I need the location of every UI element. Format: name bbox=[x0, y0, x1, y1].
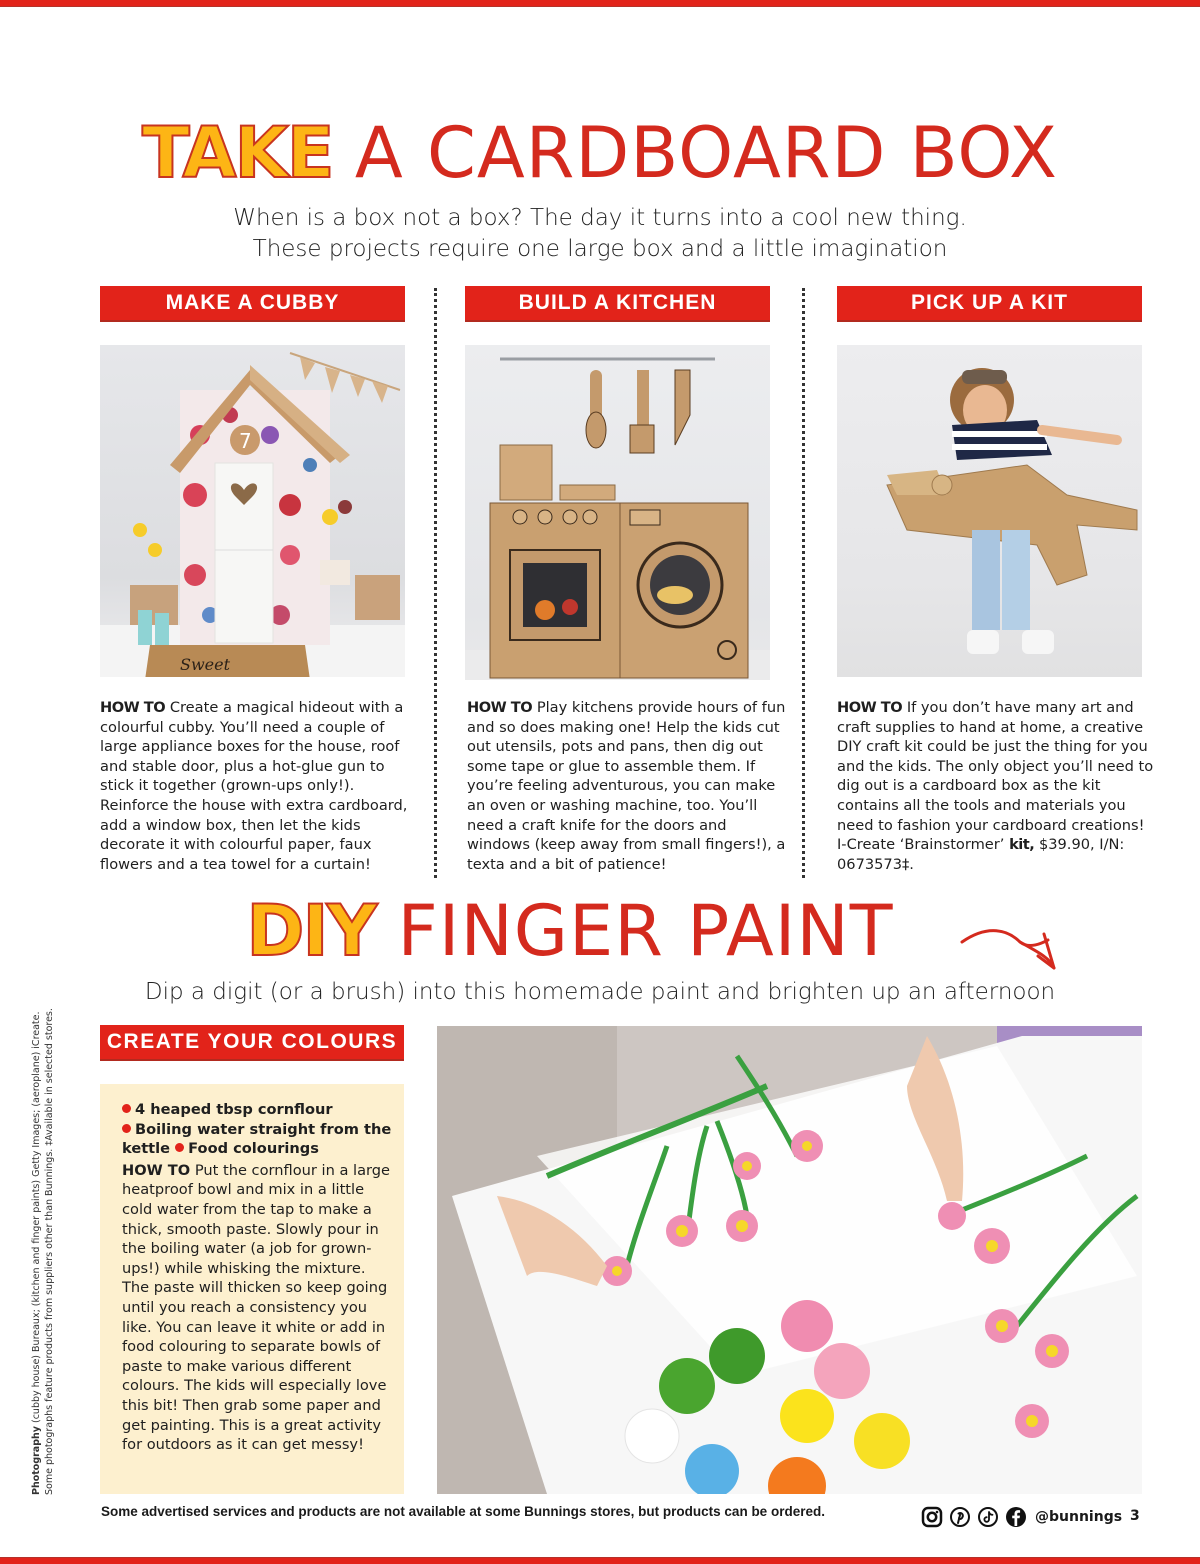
howto-label: HOW TO bbox=[122, 1161, 191, 1179]
howto-label: HOW TO bbox=[467, 699, 533, 716]
intro-line-1: When is a box not a box? The day it turns into a cool new thing. bbox=[233, 205, 967, 231]
recipe-box bbox=[100, 1084, 404, 1494]
title-accent-word: DIY bbox=[246, 890, 376, 972]
finger-painting-photo bbox=[437, 1026, 1142, 1494]
dotted-divider bbox=[802, 288, 805, 878]
intro-line-2: These projects require one large box and a little imagination bbox=[252, 236, 948, 262]
ingredients-list bbox=[122, 1100, 392, 1159]
heading-pick-up-a-kit: PICK UP A KIT bbox=[837, 286, 1142, 322]
heading-make-a-cubby: MAKE A CUBBY bbox=[100, 286, 405, 322]
svg-text:7: 7 bbox=[239, 429, 252, 453]
cardboard-cubby-house-photo bbox=[100, 345, 405, 677]
social-links bbox=[921, 1506, 1122, 1528]
bullet-icon bbox=[175, 1143, 184, 1152]
ingredient-item: 4 heaped tbsp cornflour bbox=[135, 1101, 333, 1118]
instagram-icon[interactable] bbox=[921, 1506, 943, 1528]
howto-body: Put the cornflour in a large heatproof bowl and mix in a little cold water from the tap to make a thick, smooth paste. Slowly pour in the boiling water (a job for grown-ups!) while whisking the mixture. The paste will thicken so keep going until you reach a consistency you like. You can leave it white or add in food colouring to separate bowls of paste to make various different colours. The kids will especially love this bit! Then grab some paper and get painting. This is a great activity for outdoors as it can get messy! bbox=[122, 1161, 391, 1454]
recipe-method bbox=[122, 1161, 392, 1455]
ingredient-item: Boiling water straight from the kettle bbox=[122, 1120, 392, 1158]
title-rest: A CARDBOARD BOX bbox=[354, 112, 1058, 194]
section-intro-finger-paint: Dip a digit (or a brush) into this homemade paint and brighten up an afternoon bbox=[144, 979, 1056, 1005]
bullet-icon bbox=[122, 1104, 131, 1113]
social-handle[interactable]: @bunnings bbox=[1035, 1509, 1123, 1525]
project-description-kitchen bbox=[467, 698, 787, 874]
svg-text:Sweet: Sweet bbox=[180, 655, 231, 674]
bullet-icon bbox=[122, 1124, 131, 1133]
project-description-kit bbox=[837, 698, 1157, 874]
ingredient-item: Food colourings bbox=[188, 1140, 319, 1158]
footer-disclaimer: Some advertised services and products are not available at some Bunnings stores, but products can be ordered. bbox=[101, 1504, 825, 1519]
credit-line-1: (cubby house) Bureaux; (kitchen and finger paints) Getty Images; (aeroplane) iCreate. bbox=[31, 1011, 42, 1427]
child-cardboard-aeroplane-photo bbox=[837, 345, 1142, 677]
page-number: 3 bbox=[1130, 1508, 1140, 1524]
title-rest: FINGER PAINT bbox=[397, 890, 894, 972]
howto-body: If you don’t have many art and craft supplies to hand at home, a creative DIY craft kit could be just the thing for you and the kids. The only object you’ll need to dig out is a cardboard box as the kit contains all the tools and materials you need to fashion your cardboard creations! I-Create ‘Brainstormer’ bbox=[837, 699, 1154, 854]
product-price-code: $39.90, I/N: 0673573‡. bbox=[837, 836, 1125, 873]
curved-arrow-icon bbox=[958, 912, 1063, 982]
credit-label: Photography bbox=[31, 1426, 42, 1495]
section-intro-cardboard bbox=[0, 203, 1200, 265]
heading-create-your-colours: CREATE YOUR COLOURS bbox=[100, 1025, 404, 1061]
section-title-cardboard-box bbox=[0, 112, 1200, 194]
photo-credit bbox=[30, 1008, 56, 1495]
howto-body: Play kitchens provide hours of fun and so does making one! Help the kids cut out utensils, pots and pans, then dig out some tape or glue to assemble them. If you’re feeling adventurous, you can make an oven or washing machine, too. You’ll need a craft knife for the doors and windows (keep away from small fingers!), a texta and a bit of patience! bbox=[467, 699, 786, 873]
heading-build-a-kitchen: BUILD A KITCHEN bbox=[465, 286, 770, 322]
title-accent-word: TAKE bbox=[142, 112, 333, 194]
howto-label: HOW TO bbox=[837, 699, 903, 716]
credit-line-2: Some photographs feature products from suppliers other than Bunnings. ‡Available in selected stores. bbox=[44, 1008, 55, 1495]
dotted-divider bbox=[434, 288, 437, 878]
facebook-icon[interactable] bbox=[1005, 1506, 1027, 1528]
bottom-brand-bar bbox=[0, 1557, 1200, 1564]
product-name-bold: kit, bbox=[1009, 836, 1035, 854]
howto-label: HOW TO bbox=[100, 699, 166, 716]
cardboard-kitchen-photo bbox=[465, 345, 770, 680]
top-brand-bar bbox=[0, 0, 1200, 7]
howto-body: Create a magical hideout with a colourful cubby. You’ll need a couple of large appliance boxes for the house, roof and stable door, plus a hot-glue gun to stick it together (grown-ups only!). Reinforce the house with extra cardboard, add a window box, then let the kids decorate it with colourful paper, faux flowers and a tea towel for a curtain! bbox=[100, 699, 408, 873]
project-description-cubby bbox=[100, 698, 420, 874]
tiktok-icon[interactable] bbox=[977, 1506, 999, 1528]
pinterest-icon[interactable] bbox=[949, 1506, 971, 1528]
